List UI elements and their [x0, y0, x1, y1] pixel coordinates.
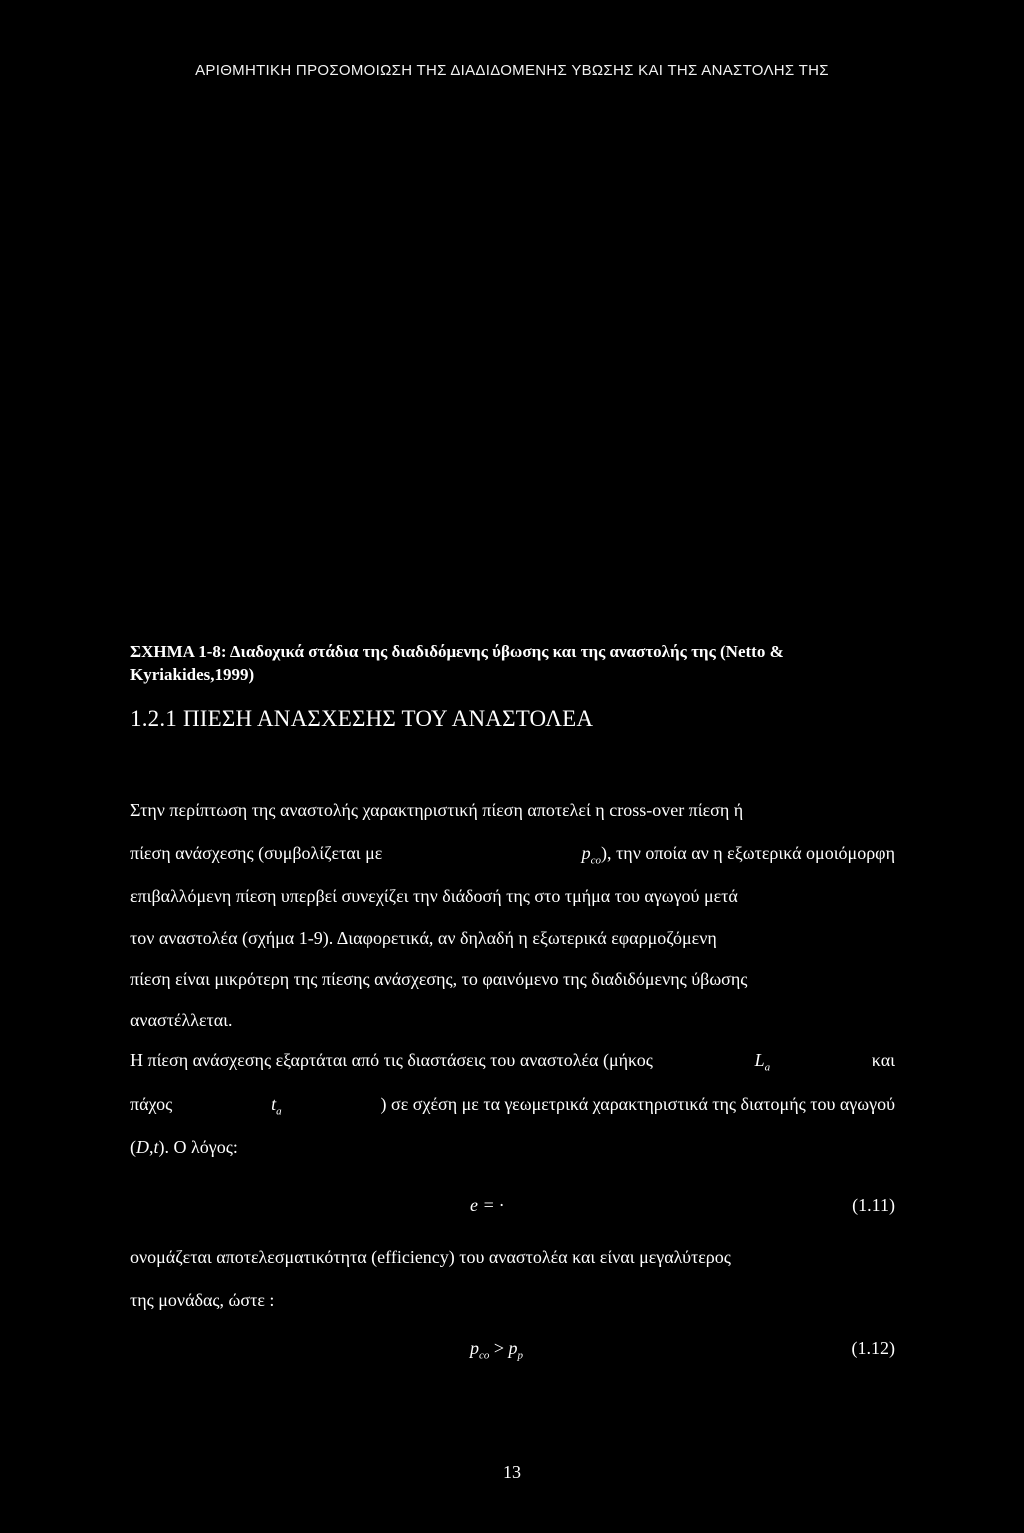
math-subscript: co: [590, 854, 602, 867]
text-span: τον αναστολέα (σχήμα 1-9). Διαφορετικά, αν δηλαδή η εξωτερικά εφαρμοζόμενη: [130, 928, 717, 948]
equation-number: (1.12): [851, 1338, 895, 1358]
text-span: αναστέλλεται.: [130, 1010, 233, 1030]
math-symbol: L: [754, 1050, 765, 1070]
text-span: πίεση είναι μικρότερη της πίεσης ανάσχεσης, το φαινόμενο της διαδιδόμενης ύβωσης: [130, 969, 748, 989]
body-line: [130, 969, 895, 990]
math-subscript: p: [517, 1349, 524, 1362]
text-span: ). Ο λόγος:: [158, 1137, 238, 1157]
equation-expression: e = ·: [470, 1195, 504, 1215]
math-symbol: D: [136, 1137, 149, 1157]
body-line: [130, 928, 895, 949]
body-line: [130, 1137, 895, 1158]
symbol-La: [755, 1050, 771, 1074]
math-symbol: t: [271, 1094, 277, 1114]
math-symbol: p: [581, 843, 591, 863]
figure-caption: [130, 640, 895, 686]
math-subscript: a: [764, 1061, 771, 1074]
math-subscript: a: [276, 1105, 282, 1118]
caption-label: ΣΧΗΜΑ 1-8:: [130, 642, 227, 661]
text-span: ,: [149, 1137, 154, 1157]
text-span: Η πίεση ανάσχεσης εξαρτάται από τις διαστάσεις του αναστολέα (μήκος: [130, 1050, 653, 1070]
section-heading: 1.2.1 ΠΙΕΣΗ ΑΝΑΣΧΕΣΗΣ ΤΟΥ ΑΝΑΣΤΟΛΕΑ: [130, 706, 594, 731]
body-line: [130, 1290, 895, 1311]
text-span: (: [130, 1137, 136, 1157]
text-span: ), την οποία αν η εξωτερικά ομοιόμορφη: [601, 843, 895, 863]
page-number: 13: [503, 1462, 521, 1482]
text-span: ονομάζεται αποτελεσματικότητα (efficiency) του αναστολέα και είναι μεγαλύτερος: [130, 1247, 731, 1267]
math-symbol: p: [470, 1338, 479, 1358]
symbol-ta: [271, 1094, 282, 1118]
body-line: [130, 800, 895, 821]
equation-expression: [470, 1338, 523, 1362]
symbol-pco: [582, 843, 895, 867]
text-span: πάχος: [130, 1094, 173, 1114]
body-line: [130, 886, 895, 907]
math-symbol: p: [508, 1338, 518, 1358]
text-span: επιβαλλόμενη πίεση υπερβεί συνεχίζει την διάδοσή της στο τμήμα του αγωγού μετά: [130, 886, 738, 906]
body-line: [130, 1247, 895, 1268]
body-line: [130, 1050, 895, 1074]
math-operator: >: [489, 1338, 509, 1358]
math-symbol: t: [153, 1137, 159, 1157]
text-span: της μονάδας, ώστε :: [130, 1290, 275, 1310]
body-line: [130, 843, 895, 867]
text-span: Στην περίπτωση της αναστολής χαρακτηριστική πίεση αποτελεί η cross-over πίεση ή: [130, 800, 744, 820]
caption-text: Διαδοχικά στάδια της διαδιδόμενης ύβωσης και της αναστολής της (Netto &: [229, 642, 784, 661]
math-subscript: co: [479, 1349, 490, 1362]
text-span: πίεση ανάσχεσης (συμβολίζεται με: [130, 843, 383, 863]
caption-text-line2: Kyriakides,1999): [130, 665, 255, 684]
text-span: και: [871, 1050, 895, 1070]
text-span: ) σε σχέση με τα γεωμετρικά χαρακτηριστικά της διατομής του αγωγού: [380, 1094, 895, 1114]
equation-number: (1.11): [852, 1195, 895, 1215]
figure-image-area: [130, 95, 895, 620]
running-header: ΑΡΙΘΜΗΤΙΚΗ ΠΡΟΣΟΜΟΙΩΣΗ ΤΗΣ ΔΙΑΔΙΔΟΜΕΝΗΣ ΥΒΩΣΗΣ ΚΑΙ ΤΗΣ ΑΝΑΣΤΟΛΗΣ ΤΗΣ: [195, 62, 829, 79]
body-line: [130, 1010, 895, 1031]
body-line: [130, 1094, 895, 1118]
